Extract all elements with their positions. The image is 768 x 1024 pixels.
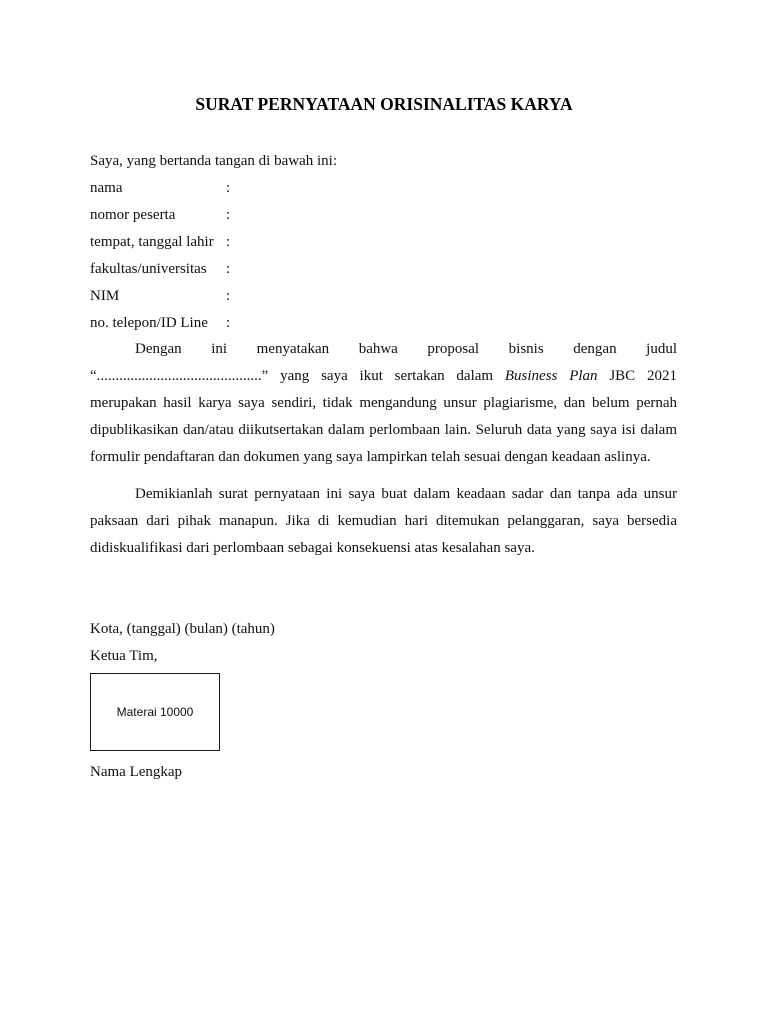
italic-term: Business Plan	[504, 368, 598, 384]
field-row-nomor-peserta	[90, 206, 250, 224]
field-separator: :	[226, 315, 231, 331]
field-label: nama	[90, 180, 123, 196]
field-separator: :	[226, 180, 231, 196]
document-title: SURAT PERNYATAAN ORISINALITAS KARYA	[195, 94, 573, 114]
field-label: fakultas/universitas	[90, 261, 207, 277]
field-label: nomor peserta	[90, 207, 176, 223]
statement-paragraph-line: formulir pendaftaran dan dokumen yang saya lampirkan telah sesuai dengan keadaan aslinya.	[90, 449, 651, 465]
statement-paragraph-line: dipublikasikan dan/atau diikutsertakan dalam perlombaan lain. Seluruh data yang saya isi dalam	[90, 422, 677, 438]
field-separator: :	[226, 207, 231, 223]
closing-paragraph-line: paksaan dari pihak manapun. Jika di kemudian hari ditemukan pelanggaran, saya bersedia	[90, 513, 677, 529]
field-row-telepon-id-line	[90, 314, 250, 332]
field-label: NIM	[90, 288, 120, 304]
field-row-tempat-tanggal-lahir	[90, 233, 250, 251]
stamp-label: Materai 10000	[116, 705, 194, 719]
field-separator: :	[226, 234, 231, 250]
signatory-name: Nama Lengkap	[90, 764, 183, 780]
place-date-line: Kota, (tanggal) (bulan) (tahun)	[90, 621, 275, 637]
field-label: no. telepon/ID Line	[90, 315, 208, 331]
statement-paragraph-line: merupakan hasil karya saya sendiri, tidak mengandung unsur plagiarisme, dan belum pernah	[90, 395, 677, 411]
closing-paragraph-line: didiskualifikasi dari perlombaan sebagai konsekuensi atas kesalahan saya.	[90, 540, 535, 556]
statement-text: JBC 2021	[597, 368, 677, 384]
stamp-box	[90, 673, 220, 751]
field-row-fakultas-universitas	[90, 260, 250, 278]
signatory-role: Ketua Tim,	[90, 648, 158, 664]
statement-paragraph-line	[90, 367, 677, 385]
intro-statement: Saya, yang bertanda tangan di bawah ini:	[90, 153, 338, 169]
field-row-nim	[90, 287, 250, 305]
field-row-nama	[90, 179, 250, 197]
field-separator: :	[226, 288, 231, 304]
statement-paragraph-line: Dengan ini menyatakan bahwa proposal bisnis dengan judul	[135, 341, 677, 357]
closing-paragraph-line: Demikianlah surat pernyataan ini saya buat dalam keadaan sadar dan tanpa ada unsur	[135, 486, 677, 502]
field-label: tempat, tanggal lahir	[90, 234, 214, 250]
field-separator: :	[226, 261, 231, 277]
statement-text: “............................................” yang saya ikut sertakan dalam	[90, 368, 505, 384]
